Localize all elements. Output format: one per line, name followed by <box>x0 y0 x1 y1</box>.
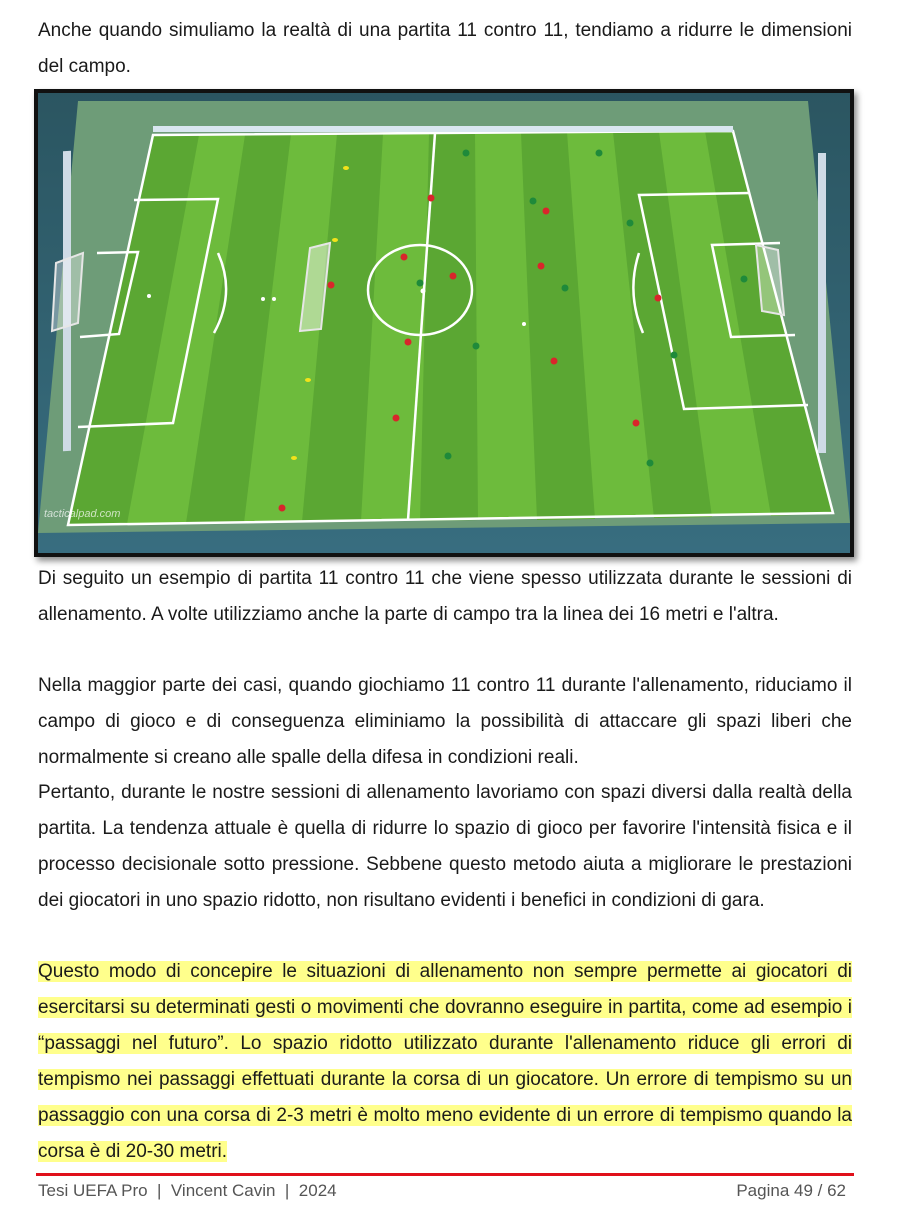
watermark: tacticalpad.com <box>44 508 121 520</box>
goal-left <box>52 253 83 331</box>
paragraph-training-spaces: Pertanto, durante le nostre sessioni di allenamento lavoriamo con spazi diversi dalla realtà della partita. La tendenza attuale è quella di ridurre lo spazio di gioco per favorire l'intensità fisica e il processo decisionale sotto pressione. Sebbene questo metodo aiuta a migliorare le prestazioni dei giocatori in uno spazio ridotto, non risultano evidenti i benefici in condizioni di gara. <box>38 782 852 911</box>
pitch-illustration <box>38 93 850 553</box>
paragraph-intro: Anche quando simuliamo la realtà di una partita 11 contro 11, tendiamo a ridurre le dimensioni del campo. <box>38 20 852 77</box>
training-pitch-figure <box>34 89 854 557</box>
footer-divider <box>36 1173 854 1176</box>
paragraph-highlighted <box>38 954 852 1170</box>
paragraph-example: Di seguito un esempio di partita 11 contro 11 che viene spesso utilizzata durante le sessioni di allenamento. A volte utilizziamo anche la parte di campo tra la linea dei 16 metri e l'altra. <box>38 568 852 625</box>
footer-author: Tesi UEFA Pro | Vincent Cavin | 2024 <box>38 1181 337 1200</box>
paragraph-reduced-field: Nella maggior parte dei casi, quando giochiamo 11 contro 11 durante l'allenamento, riduciamo il campo di gioco e di conseguenza eliminiamo la possibilità di attaccare gli spazi liberi che normalmente si creano alle spalle della difesa in condizioni reali. <box>38 675 852 768</box>
highlighted-text: Questo modo di concepire le situazioni di allenamento non sempre permette ai giocatori di esercitarsi su determinati gesti o movimenti che dovranno eseguire in partita, come ad esempio i “passaggi nel futuro”. Lo spazio ridotto utilizzato durante l'allenamento riduce gli errori di tempismo nei passaggi effettuati durante la corsa di un giocatore. Un errore di tempismo su un passaggio con una corsa di 2-3 metri è molto meno evidente di un errore di tempismo quando la corsa è di 20-30 metri. <box>38 961 852 1162</box>
page-number: Pagina 49 / 62 <box>736 1181 846 1200</box>
